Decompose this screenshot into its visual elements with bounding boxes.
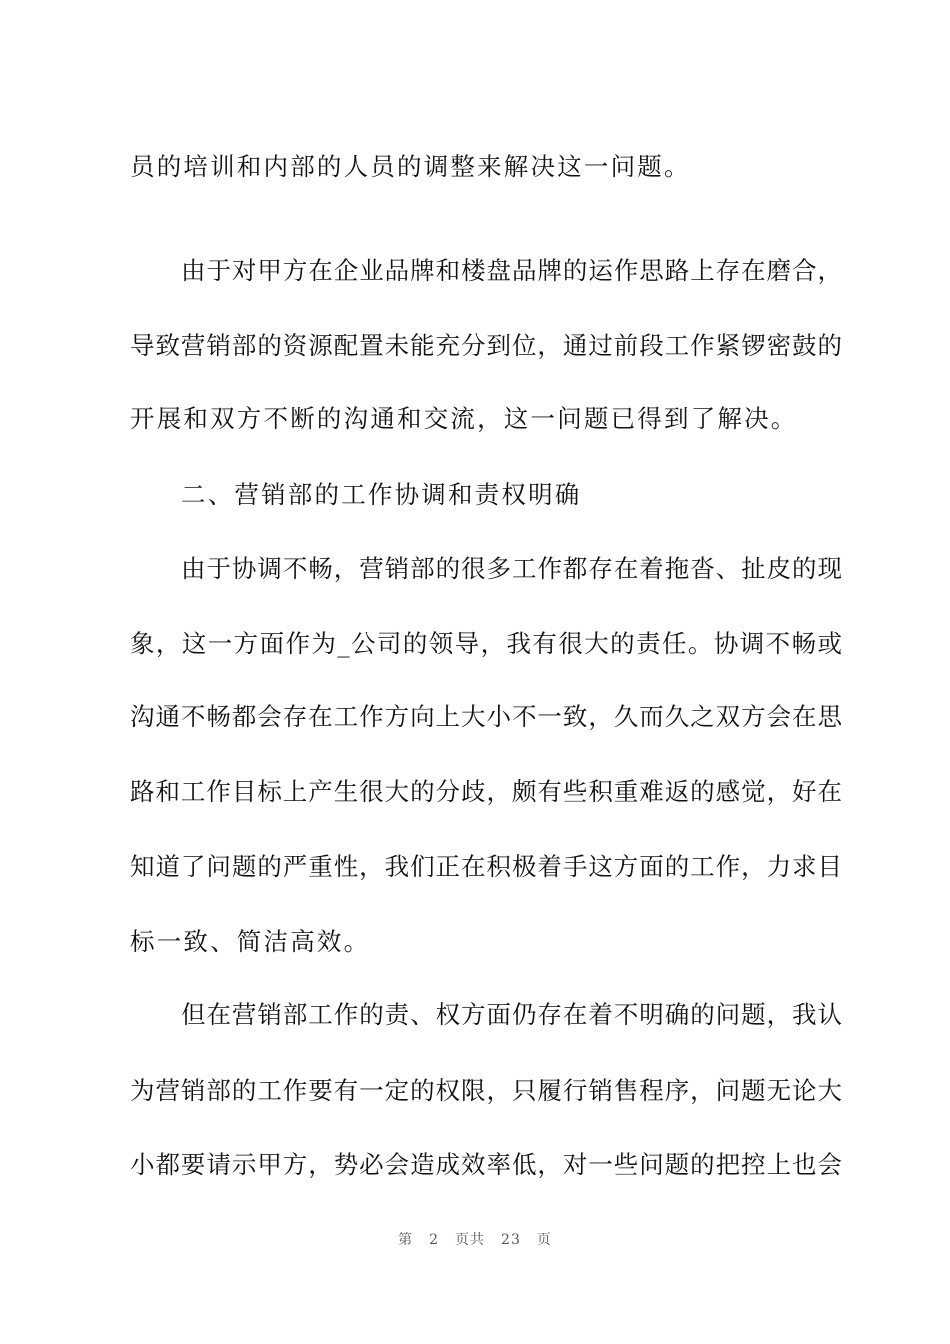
paragraph-line: 沟通不畅都会存在工作方向上大小不一致，久而久之双方会在思 bbox=[130, 702, 842, 731]
page-total: 23 bbox=[501, 1232, 521, 1248]
paragraph-line: 标一致、简洁高效。 bbox=[130, 927, 371, 956]
paragraph-line: 但在营销部工作的责、权方面仍存在着不明确的问题，我认 bbox=[181, 1000, 842, 1029]
paragraph-line: 由于对甲方在企业品牌和楼盘品牌的运作思路上存在磨合， bbox=[181, 256, 842, 285]
section-heading: 二、营销部的工作协调和责权明确 bbox=[181, 480, 582, 509]
paragraph-line: 由于协调不畅，营销部的很多工作都存在着拖沓、扯皮的现 bbox=[181, 554, 842, 583]
footer-middle: 页共 bbox=[455, 1232, 486, 1248]
paragraph-line: 路和工作目标上产生很大的分歧，颇有些积重难返的感觉，好在 bbox=[130, 777, 842, 806]
paragraph-line: 知道了问题的严重性，我们正在积极着手这方面的工作，力求目 bbox=[130, 852, 842, 881]
footer-prefix: 第 bbox=[398, 1232, 414, 1248]
paragraph-line: 小都要请示甲方，势必会造成效率低，对一些问题的把控上也会 bbox=[130, 1150, 842, 1179]
page-number: 2 bbox=[429, 1232, 440, 1248]
paragraph-line: 为营销部的工作要有一定的权限，只履行销售程序，问题无论大 bbox=[130, 1076, 842, 1105]
paragraph-line: 象，这一方面作为_公司的领导，我有很大的责任。协调不畅或 bbox=[130, 629, 842, 658]
paragraph-line: 员的培训和内部的人员的调整来解决这一问题。 bbox=[130, 152, 691, 181]
page-footer bbox=[0, 1228, 950, 1252]
footer-suffix: 页 bbox=[536, 1232, 552, 1248]
paragraph-line: 导致营销部的资源配置未能充分到位，通过前段工作紧锣密鼓的 bbox=[130, 331, 842, 360]
paragraph-line: 开展和双方不断的沟通和交流，这一问题已得到了解决。 bbox=[130, 404, 798, 433]
